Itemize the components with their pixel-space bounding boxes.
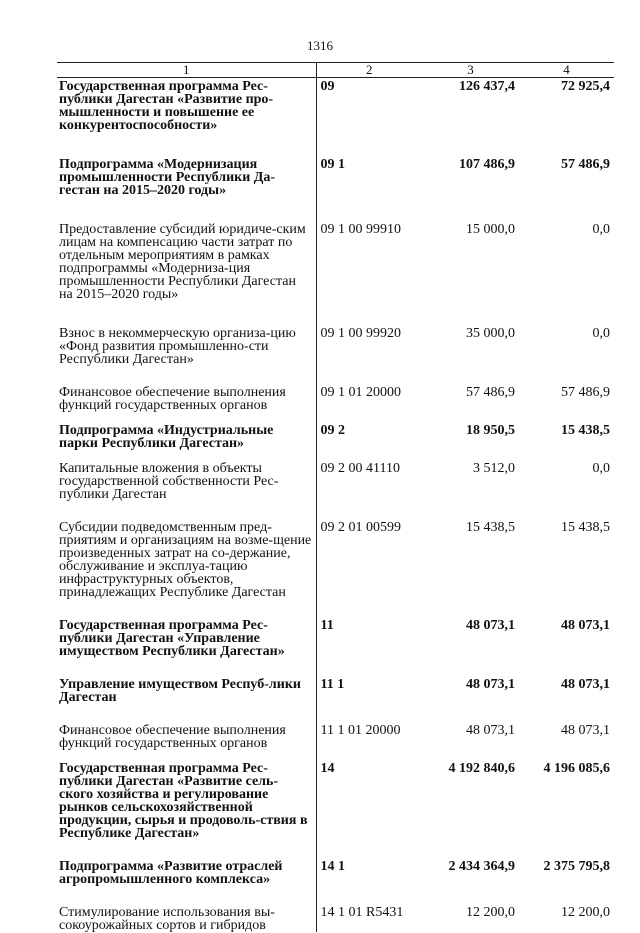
row-value-3: 126 437,4 xyxy=(459,79,515,94)
row-name: Стимулирование использования вы-сокоурожайных сортов и гибридов xyxy=(59,905,275,933)
table-header-row xyxy=(57,63,614,78)
row-name: Государственная программа Рес-публики Дагестан «Управление имуществом Республики Дагестан» xyxy=(59,618,285,659)
row-name: Подпрограмма «Модернизация промышленности Республики Да-гестан на 2015–2020 годы» xyxy=(59,157,276,198)
row-name: Государственная программа Рес-публики Дагестан «Развитие про-мышленности и повышение ее конкурентоспособности» xyxy=(59,79,274,133)
row-code: 14 xyxy=(316,760,422,858)
row-value-4: 57 486,9 xyxy=(561,157,610,172)
table-row xyxy=(57,78,614,157)
row-value-3: 48 073,1 xyxy=(466,618,515,633)
table-row xyxy=(57,156,614,221)
row-code: 09 2 00 41110 xyxy=(316,460,422,519)
row-code: 09 1 01 20000 xyxy=(316,384,422,422)
row-value-4: 15 438,5 xyxy=(561,423,610,438)
page-number: 1316 xyxy=(307,38,333,53)
row-code: 09 1 00 99920 xyxy=(316,325,422,384)
row-value-4: 4 196 085,6 xyxy=(543,761,610,776)
row-value-3: 2 434 364,9 xyxy=(448,859,515,874)
table-row xyxy=(57,384,614,422)
row-code: 14 1 xyxy=(316,858,422,904)
row-name: Управление имуществом Респуб-лики Дагестан xyxy=(59,677,301,705)
row-value-4: 15 438,5 xyxy=(561,520,610,535)
table-row xyxy=(57,519,614,617)
row-name: Финансовое обеспечение выполнения функций государственных органов xyxy=(59,385,286,413)
row-value-4: 2 375 795,8 xyxy=(543,859,610,874)
table-row xyxy=(57,460,614,519)
row-code: 09 xyxy=(316,78,422,157)
row-value-4: 12 200,0 xyxy=(561,905,610,920)
table-row xyxy=(57,722,614,760)
row-value-3: 15 000,0 xyxy=(466,222,515,237)
row-code: 11 1 xyxy=(316,676,422,722)
row-value-4: 57 486,9 xyxy=(561,385,610,400)
table-row xyxy=(57,760,614,858)
row-code: 09 2 01 00599 xyxy=(316,519,422,617)
row-name: Субсидии подведомственным пред-приятиям и организациям на возме-щение произведенных затрат на со-держание, обслуживание и эксплуа-тацию инфраструктурных объектов, принадлежащих Республике Дагестан xyxy=(59,520,312,600)
row-value-3: 4 192 840,6 xyxy=(448,761,515,776)
row-code: 11 xyxy=(316,617,422,676)
row-value-4: 48 073,1 xyxy=(561,723,610,738)
row-name: Взнос в некоммерческую организа-цию «Фонд развития промышленно-сти Республики Дагестан» xyxy=(59,326,296,367)
row-value-4: 72 925,4 xyxy=(561,79,610,94)
row-value-3: 57 486,9 xyxy=(466,385,515,400)
row-value-3: 48 073,1 xyxy=(466,723,515,738)
budget-table xyxy=(57,62,614,932)
row-code: 09 2 xyxy=(316,422,422,460)
row-value-3: 48 073,1 xyxy=(466,677,515,692)
row-value-4: 0,0 xyxy=(592,326,610,341)
row-value-4: 48 073,1 xyxy=(561,618,610,633)
row-value-3: 35 000,0 xyxy=(466,326,515,341)
table-row xyxy=(57,422,614,460)
row-value-4: 0,0 xyxy=(592,222,610,237)
row-code: 11 1 01 20000 xyxy=(316,722,422,760)
header-col-3: 3 xyxy=(422,63,519,78)
row-name: Капитальные вложения в объекты государственной собственности Рес-публики Дагестан xyxy=(59,461,279,502)
row-code: 09 1 xyxy=(316,156,422,221)
row-value-4: 48 073,1 xyxy=(561,677,610,692)
row-value-3: 15 438,5 xyxy=(466,520,515,535)
table-row xyxy=(57,325,614,384)
table-row xyxy=(57,858,614,904)
row-value-3: 18 950,5 xyxy=(466,423,515,438)
header-col-1: 1 xyxy=(57,63,316,78)
table-row xyxy=(57,676,614,722)
table-row xyxy=(57,617,614,676)
row-value-3: 12 200,0 xyxy=(466,905,515,920)
row-code: 09 1 00 99910 xyxy=(316,221,422,325)
table-row xyxy=(57,904,614,932)
row-name: Подпрограмма «Развитие отраслей агропромышленного комплекса» xyxy=(59,859,283,887)
row-name: Предоставление субсидий юридиче-ским лицам на компенсацию части затрат по отдельным мероприятиям в рамках подпрограммы «Модерниза-ция промышленности Республики Дагестан на 2015–2020 годы» xyxy=(59,222,306,302)
header-col-2: 2 xyxy=(316,63,422,78)
row-name: Государственная программа Рес-публики Дагестан «Развитие сель-ского хозяйства и регулирование рынков сельскохозяйственной продукции, сырья и продоволь-ствия в Республике Дагестан» xyxy=(59,761,308,841)
header-col-4: 4 xyxy=(519,63,614,78)
row-name: Подпрограмма «Индустриальные парки Республики Дагестан» xyxy=(59,423,274,451)
table-row xyxy=(57,221,614,325)
row-value-4: 0,0 xyxy=(592,461,610,476)
row-value-3: 3 512,0 xyxy=(473,461,515,476)
row-code: 14 1 01 R5431 xyxy=(316,904,422,932)
row-value-3: 107 486,9 xyxy=(459,157,515,172)
row-name: Финансовое обеспечение выполнения функций государственных органов xyxy=(59,723,286,751)
